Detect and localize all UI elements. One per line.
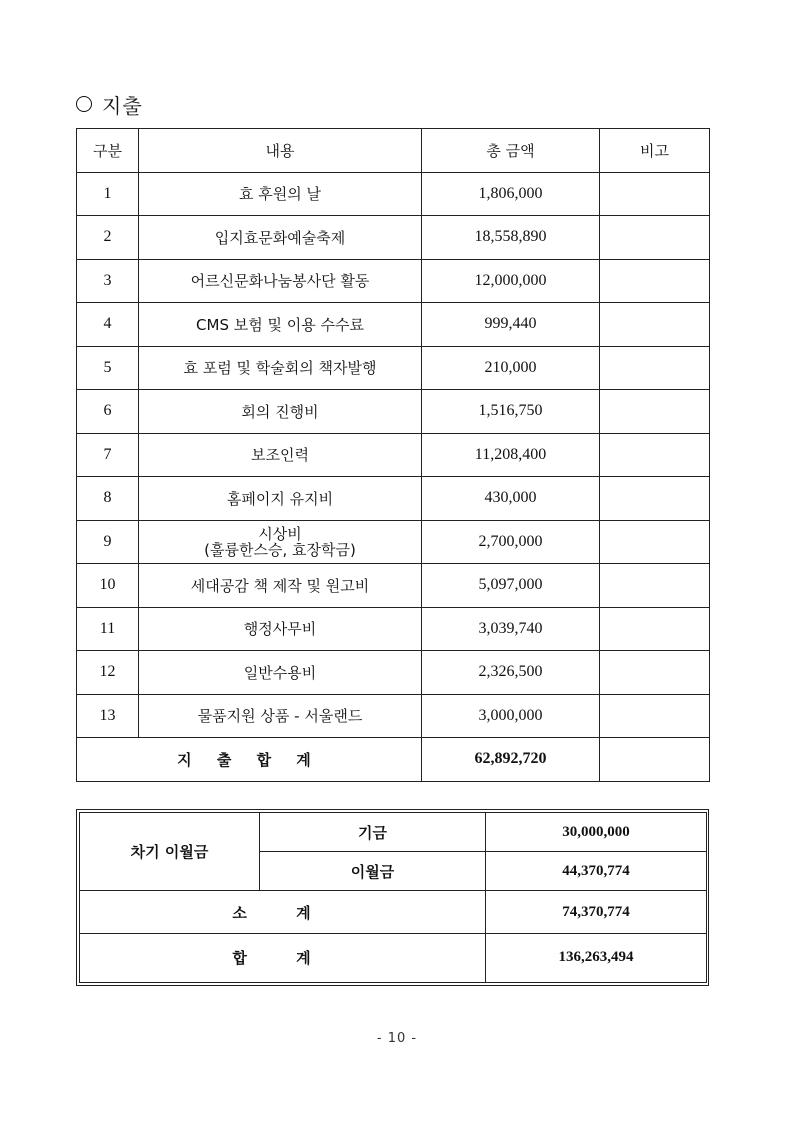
row-no: 6 [77,390,139,434]
row-amount: 1,516,750 [422,390,600,434]
circle-bullet-icon [76,96,92,112]
row-amount: 11,208,400 [422,433,600,477]
row-note [600,520,710,564]
row-no: 9 [77,520,139,564]
header-note: 비고 [600,129,710,173]
page-number: - 10 - [376,1031,418,1046]
grand-total-label: 합 계 [80,933,486,982]
carry-item-amount: 44,370,774 [486,852,707,891]
row-note [600,694,710,738]
total-amount: 62,892,720 [422,738,600,782]
header-amount: 총 금액 [422,129,600,173]
row-note [600,259,710,303]
row-note [600,607,710,651]
row-amount: 2,326,500 [422,651,600,695]
row-content: 행정사무비 [139,607,422,651]
table-row [77,520,710,564]
row-content: 일반수용비 [139,651,422,695]
carryover-table [79,812,707,983]
row-note [600,564,710,608]
row-content: 보조인력 [139,433,422,477]
row-amount: 12,000,000 [422,259,600,303]
row-amount: 2,700,000 [422,520,600,564]
header-no: 구분 [77,129,139,173]
row-amount: 999,440 [422,303,600,347]
table-row [77,172,710,216]
row-amount: 5,097,000 [422,564,600,608]
row-note [600,651,710,695]
table-row [77,607,710,651]
row-amount: 210,000 [422,346,600,390]
carry-item-amount: 30,000,000 [486,813,707,852]
table-row [77,216,710,260]
row-content: 입지효문화예술축제 [139,216,422,260]
row-no: 10 [77,564,139,608]
row-amount: 1,806,000 [422,172,600,216]
row-no: 13 [77,694,139,738]
carry-group-label: 차기 이월금 [80,813,260,891]
carry-item-label: 기금 [260,813,486,852]
row-content: 효 포럼 및 학술회의 책자발행 [139,346,422,390]
table-row [77,303,710,347]
row-content: 홈페이지 유지비 [139,477,422,521]
carry-total-row [80,933,707,982]
row-no: 11 [77,607,139,651]
row-no: 8 [77,477,139,521]
table-row [77,390,710,434]
total-row [77,738,710,782]
carry-row-fund [80,813,707,852]
table-row [77,346,710,390]
row-content: 어르신문화나눔봉사단 활동 [139,259,422,303]
row-amount: 430,000 [422,477,600,521]
section-title: 지출 [102,93,143,118]
row-content: 회의 진행비 [139,390,422,434]
row-no: 7 [77,433,139,477]
total-note [600,738,710,782]
header-content: 내용 [139,129,422,173]
row-amount: 18,558,890 [422,216,600,260]
row-content-line1: 시상비 [258,524,302,543]
row-note [600,433,710,477]
total-label: 지 출 합 계 [77,738,422,782]
table-row [77,433,710,477]
row-no: 4 [77,303,139,347]
row-note [600,477,710,521]
table-row [77,651,710,695]
row-content: 물품지원 상품 - 서울랜드 [139,694,422,738]
row-content-line2: (훌륭한스승, 효장학금) [204,540,356,559]
row-note [600,172,710,216]
carry-subtotal-row [80,891,707,933]
row-content: CMS 보험 및 이용 수수료 [139,303,422,347]
grand-total-amount: 136,263,494 [486,933,707,982]
row-no: 12 [77,651,139,695]
row-content: 효 후원의 날 [139,172,422,216]
subtotal-amount: 74,370,774 [486,891,707,933]
carry-item-label: 이월금 [260,852,486,891]
expense-table [76,128,710,782]
table-row [77,694,710,738]
table-header-row [77,129,710,173]
row-no: 3 [77,259,139,303]
row-note [600,216,710,260]
section-heading [76,90,143,118]
row-note [600,390,710,434]
row-no: 2 [77,216,139,260]
subtotal-label: 소 계 [80,891,486,933]
row-note [600,346,710,390]
row-no: 1 [77,172,139,216]
table-row [77,259,710,303]
row-amount: 3,039,740 [422,607,600,651]
row-note [600,303,710,347]
carryover-box [76,809,709,986]
row-content: 세대공감 책 제작 및 원고비 [139,564,422,608]
row-content [139,520,422,564]
table-row [77,477,710,521]
row-no: 5 [77,346,139,390]
row-amount: 3,000,000 [422,694,600,738]
table-row [77,564,710,608]
